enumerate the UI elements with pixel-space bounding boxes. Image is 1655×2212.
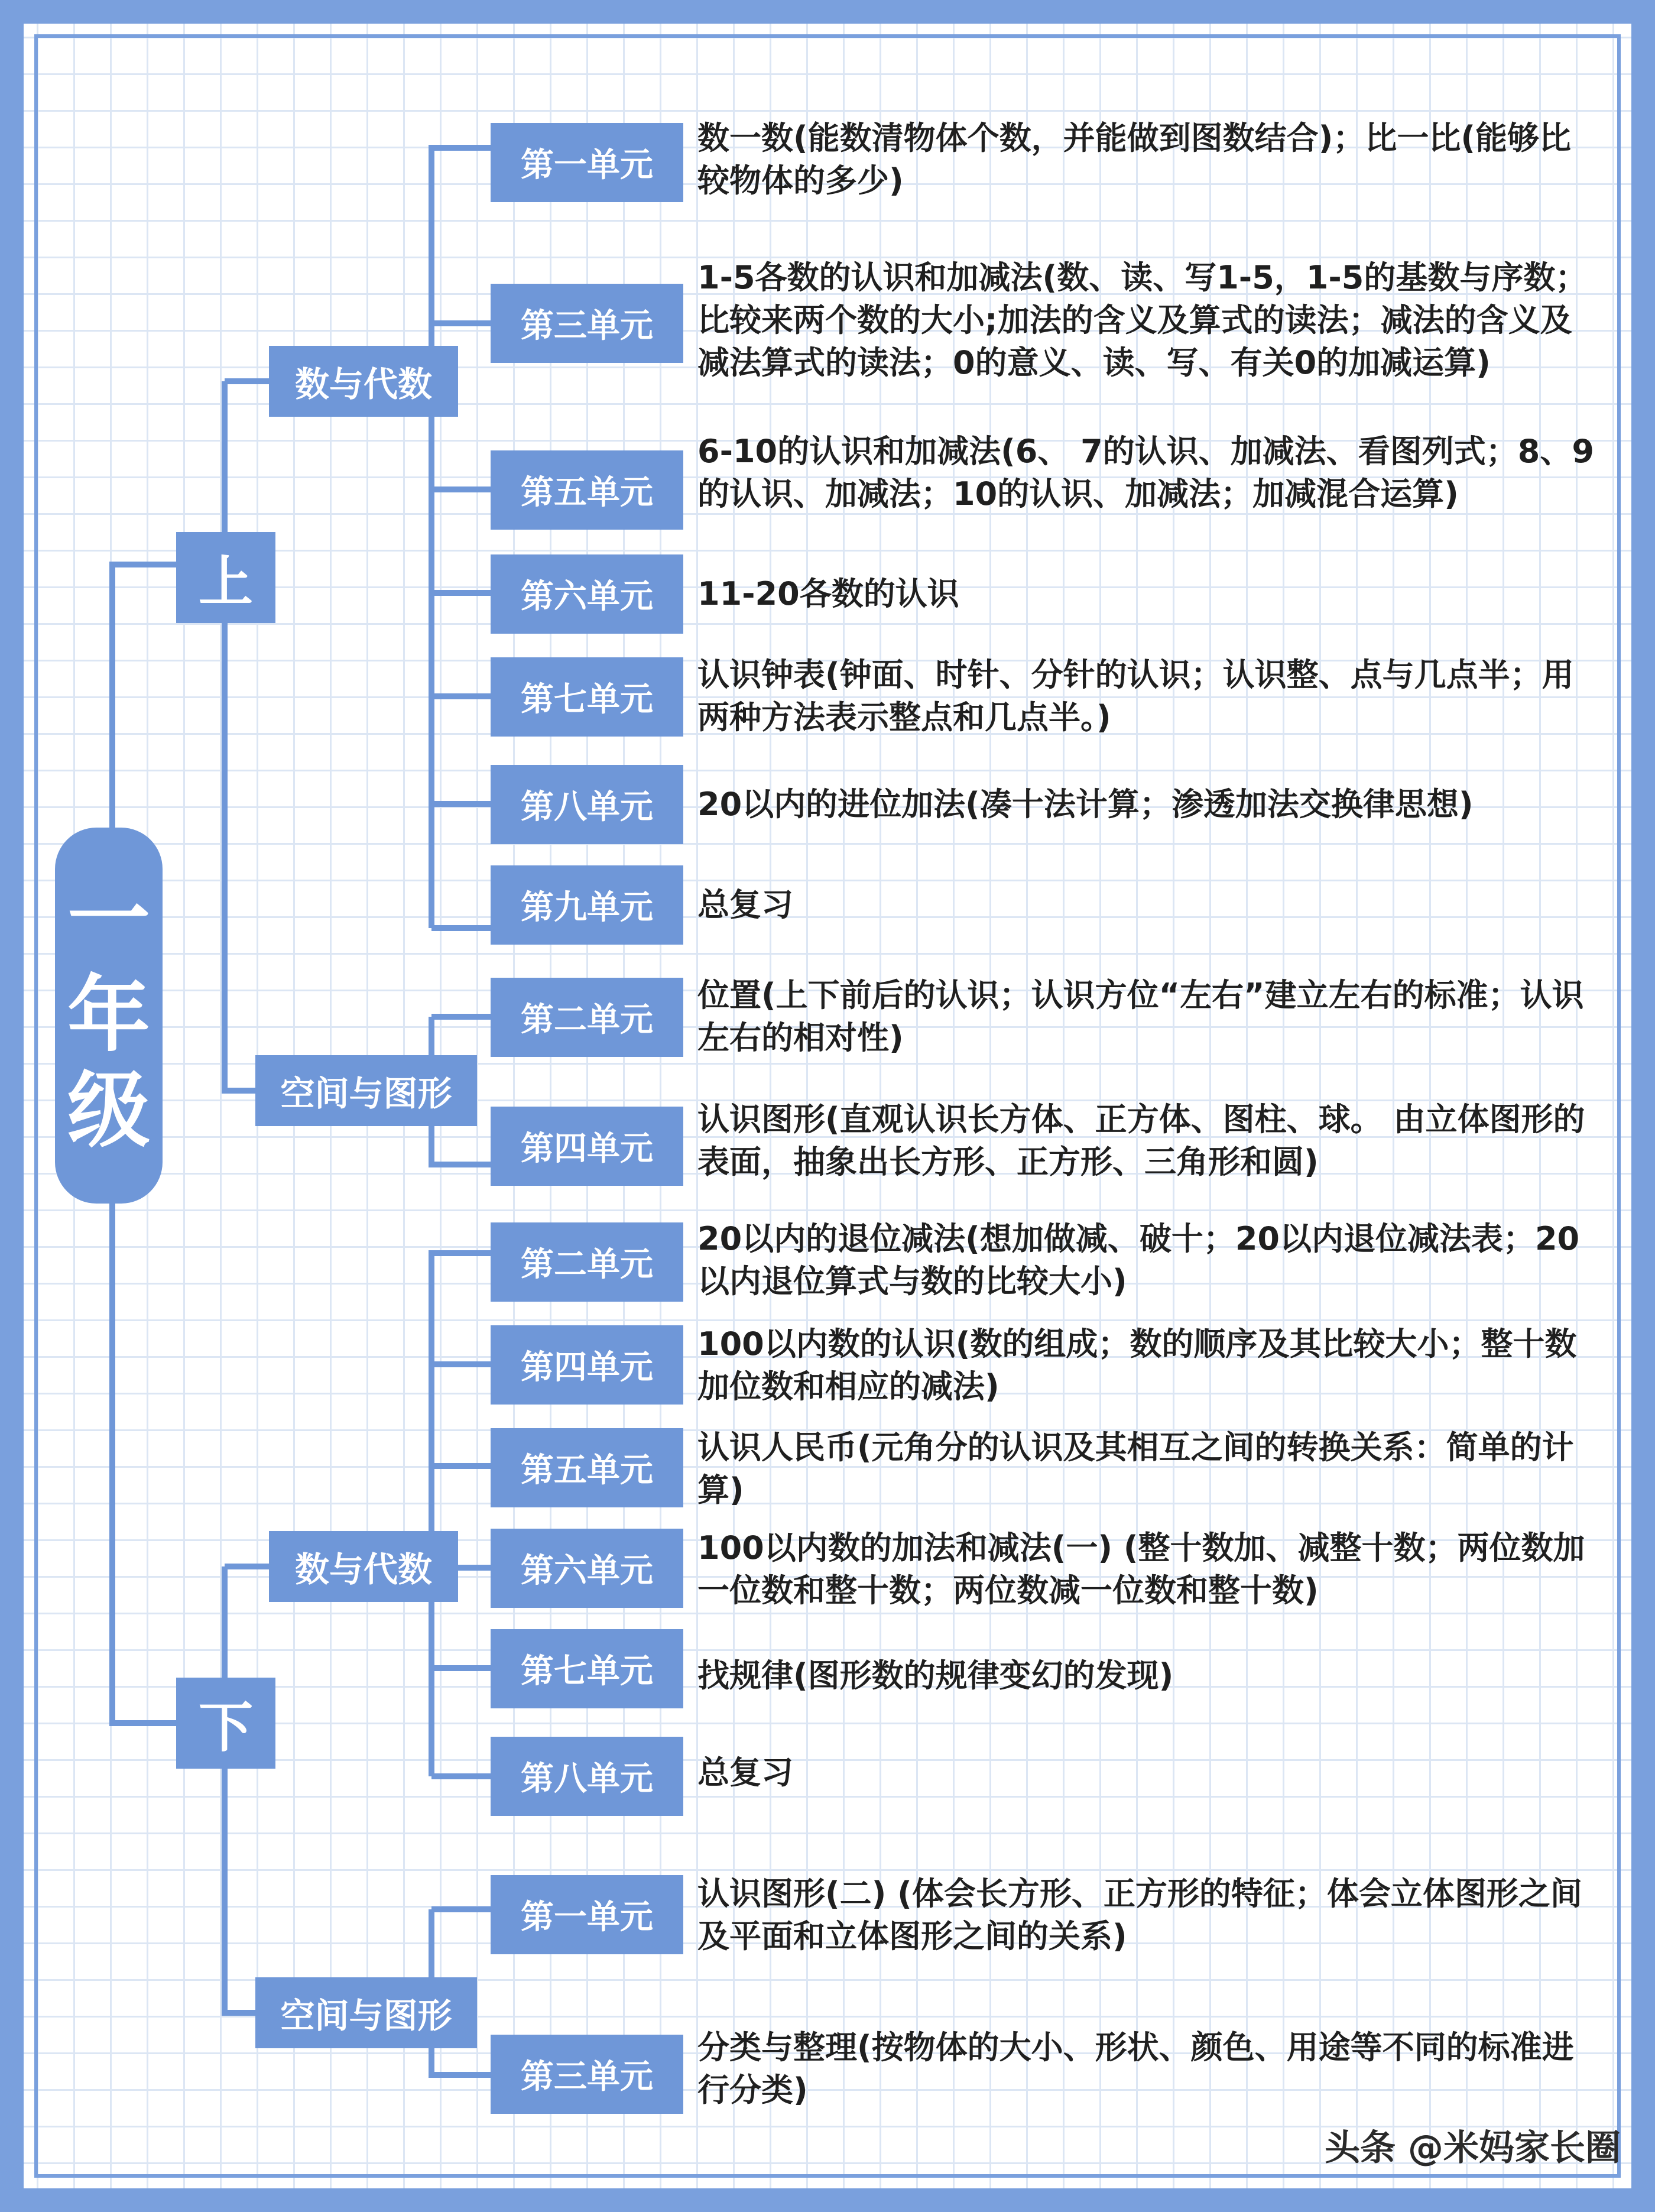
term-upper: 上 — [176, 532, 275, 623]
unit-desc-lower-geometry-2: 分类与整理(按物体的大小、形状、颜色、用途等不同的标准进行分类) — [697, 2029, 1574, 2109]
unit-lower-algebra-4: 第六单元 — [491, 1529, 683, 1608]
unit-lower-algebra-2: 第四单元 — [491, 1325, 683, 1405]
unit-desc-lower-algebra-5: 找规律(图形数的规律变幻的发现) — [697, 1657, 1174, 1694]
term-lower: 下 — [176, 1678, 275, 1769]
category-lower-geometry: 空间与图形 — [255, 1977, 477, 2048]
connector-upper-cats — [225, 381, 266, 1091]
unit-desc-lower-geometry-1: 认识图形(二) (体会长方形、正方形的特征；体会立体图形之间及平面和立体图形之间的关系) — [697, 1875, 1582, 1955]
unit-desc-upper-algebra-6: 20以内的进位加法(凑十法计算；渗透加法交换律思想) — [697, 786, 1474, 823]
unit-desc-lower-algebra-2: 100以内数的认识(数的组成；数的顺序及其比较大小；整十数加位数和相应的减法) — [697, 1325, 1577, 1405]
unit-desc-upper-algebra-1: 数一数(能数清物体个数，并能做到图数结合)；比一比(能够比较物体的多少) — [697, 119, 1572, 199]
unit-lower-algebra-3: 第五单元 — [491, 1428, 683, 1507]
category-upper-algebra: 数与代数 — [269, 346, 458, 417]
unit-desc-upper-algebra-4: 11-20各数的认识 — [697, 575, 959, 612]
unit-upper-algebra-5: 第七单元 — [491, 657, 683, 737]
unit-upper-geometry-2: 第四单元 — [491, 1107, 683, 1186]
watermark: 头条 @米妈家长圈 — [1325, 2127, 1621, 2169]
unit-desc-lower-algebra-3: 认识人民币(元角分的认识及其相互之间的转换关系：简单的计算) — [697, 1429, 1574, 1509]
unit-upper-algebra-6: 第八单元 — [491, 765, 683, 844]
connector-lower-cats — [225, 1566, 266, 2013]
category-lower-algebra: 数与代数 — [269, 1531, 458, 1602]
unit-desc-upper-algebra-2: 1-5各数的认识和加减法(数、读、写1-5，1-5的基数与序数；比较来两个数的大小;加法的含义及算式的读法；减法的含义及减法算式的读法；0的意义、读、写、有关0的加减运算) — [697, 259, 1588, 381]
unit-upper-algebra-1: 第一单元 — [491, 123, 683, 202]
unit-desc-upper-algebra-5: 认识钟表(钟面、时针、分针的认识；认识整、点与几点半；用两种方法表示整点和几点半。) — [697, 656, 1574, 736]
unit-upper-algebra-4: 第六单元 — [491, 554, 683, 634]
unit-upper-geometry-1: 第二单元 — [491, 978, 683, 1057]
unit-upper-algebra-2: 第三单元 — [491, 284, 683, 363]
unit-desc-lower-algebra-4: 100以内数的加法和减法(一) (整十数加、减整十数；两位数加一位数和整十数；两位数减一位数和整十数) — [697, 1529, 1585, 1609]
category-upper-geometry: 空间与图形 — [255, 1055, 477, 1126]
unit-lower-algebra-1: 第二单元 — [491, 1222, 683, 1302]
unit-desc-upper-algebra-7: 总复习 — [697, 886, 793, 923]
connector-upper-algebra-units — [431, 148, 491, 928]
unit-desc-upper-geometry-1: 位置(上下前后的认识；认识方位“左右”建立左右的标准；认识左右的相对性) — [697, 977, 1584, 1056]
unit-upper-algebra-3: 第五单元 — [491, 450, 683, 530]
unit-desc-lower-algebra-6: 总复习 — [697, 1754, 793, 1791]
unit-upper-algebra-7: 第九单元 — [491, 865, 683, 945]
unit-desc-upper-geometry-2: 认识图形(直观认识长方体、正方体、图柱、球。 由立体图形的表面，抽象出长方形、正方形、三角形和圆) — [697, 1101, 1585, 1180]
unit-lower-algebra-5: 第七单元 — [491, 1629, 683, 1708]
unit-lower-geometry-1: 第一单元 — [491, 1875, 683, 1954]
unit-desc-upper-algebra-3: 6-10的认识和加减法(6、 7的认识、加减法、看图列式；8、9的认识、加减法；10的认识、加减法；加减混合运算) — [697, 433, 1594, 513]
unit-lower-geometry-2: 第三单元 — [491, 2035, 683, 2114]
grade-label: 一年级 — [55, 828, 163, 1204]
connector-lower-algebra-units — [431, 1253, 491, 1776]
unit-desc-lower-algebra-1: 20以内的退位减法(想加做减、破十；20以内退位减法表；20以内退位算式与数的比较大小) — [697, 1220, 1580, 1300]
unit-lower-algebra-6: 第八单元 — [491, 1737, 683, 1816]
